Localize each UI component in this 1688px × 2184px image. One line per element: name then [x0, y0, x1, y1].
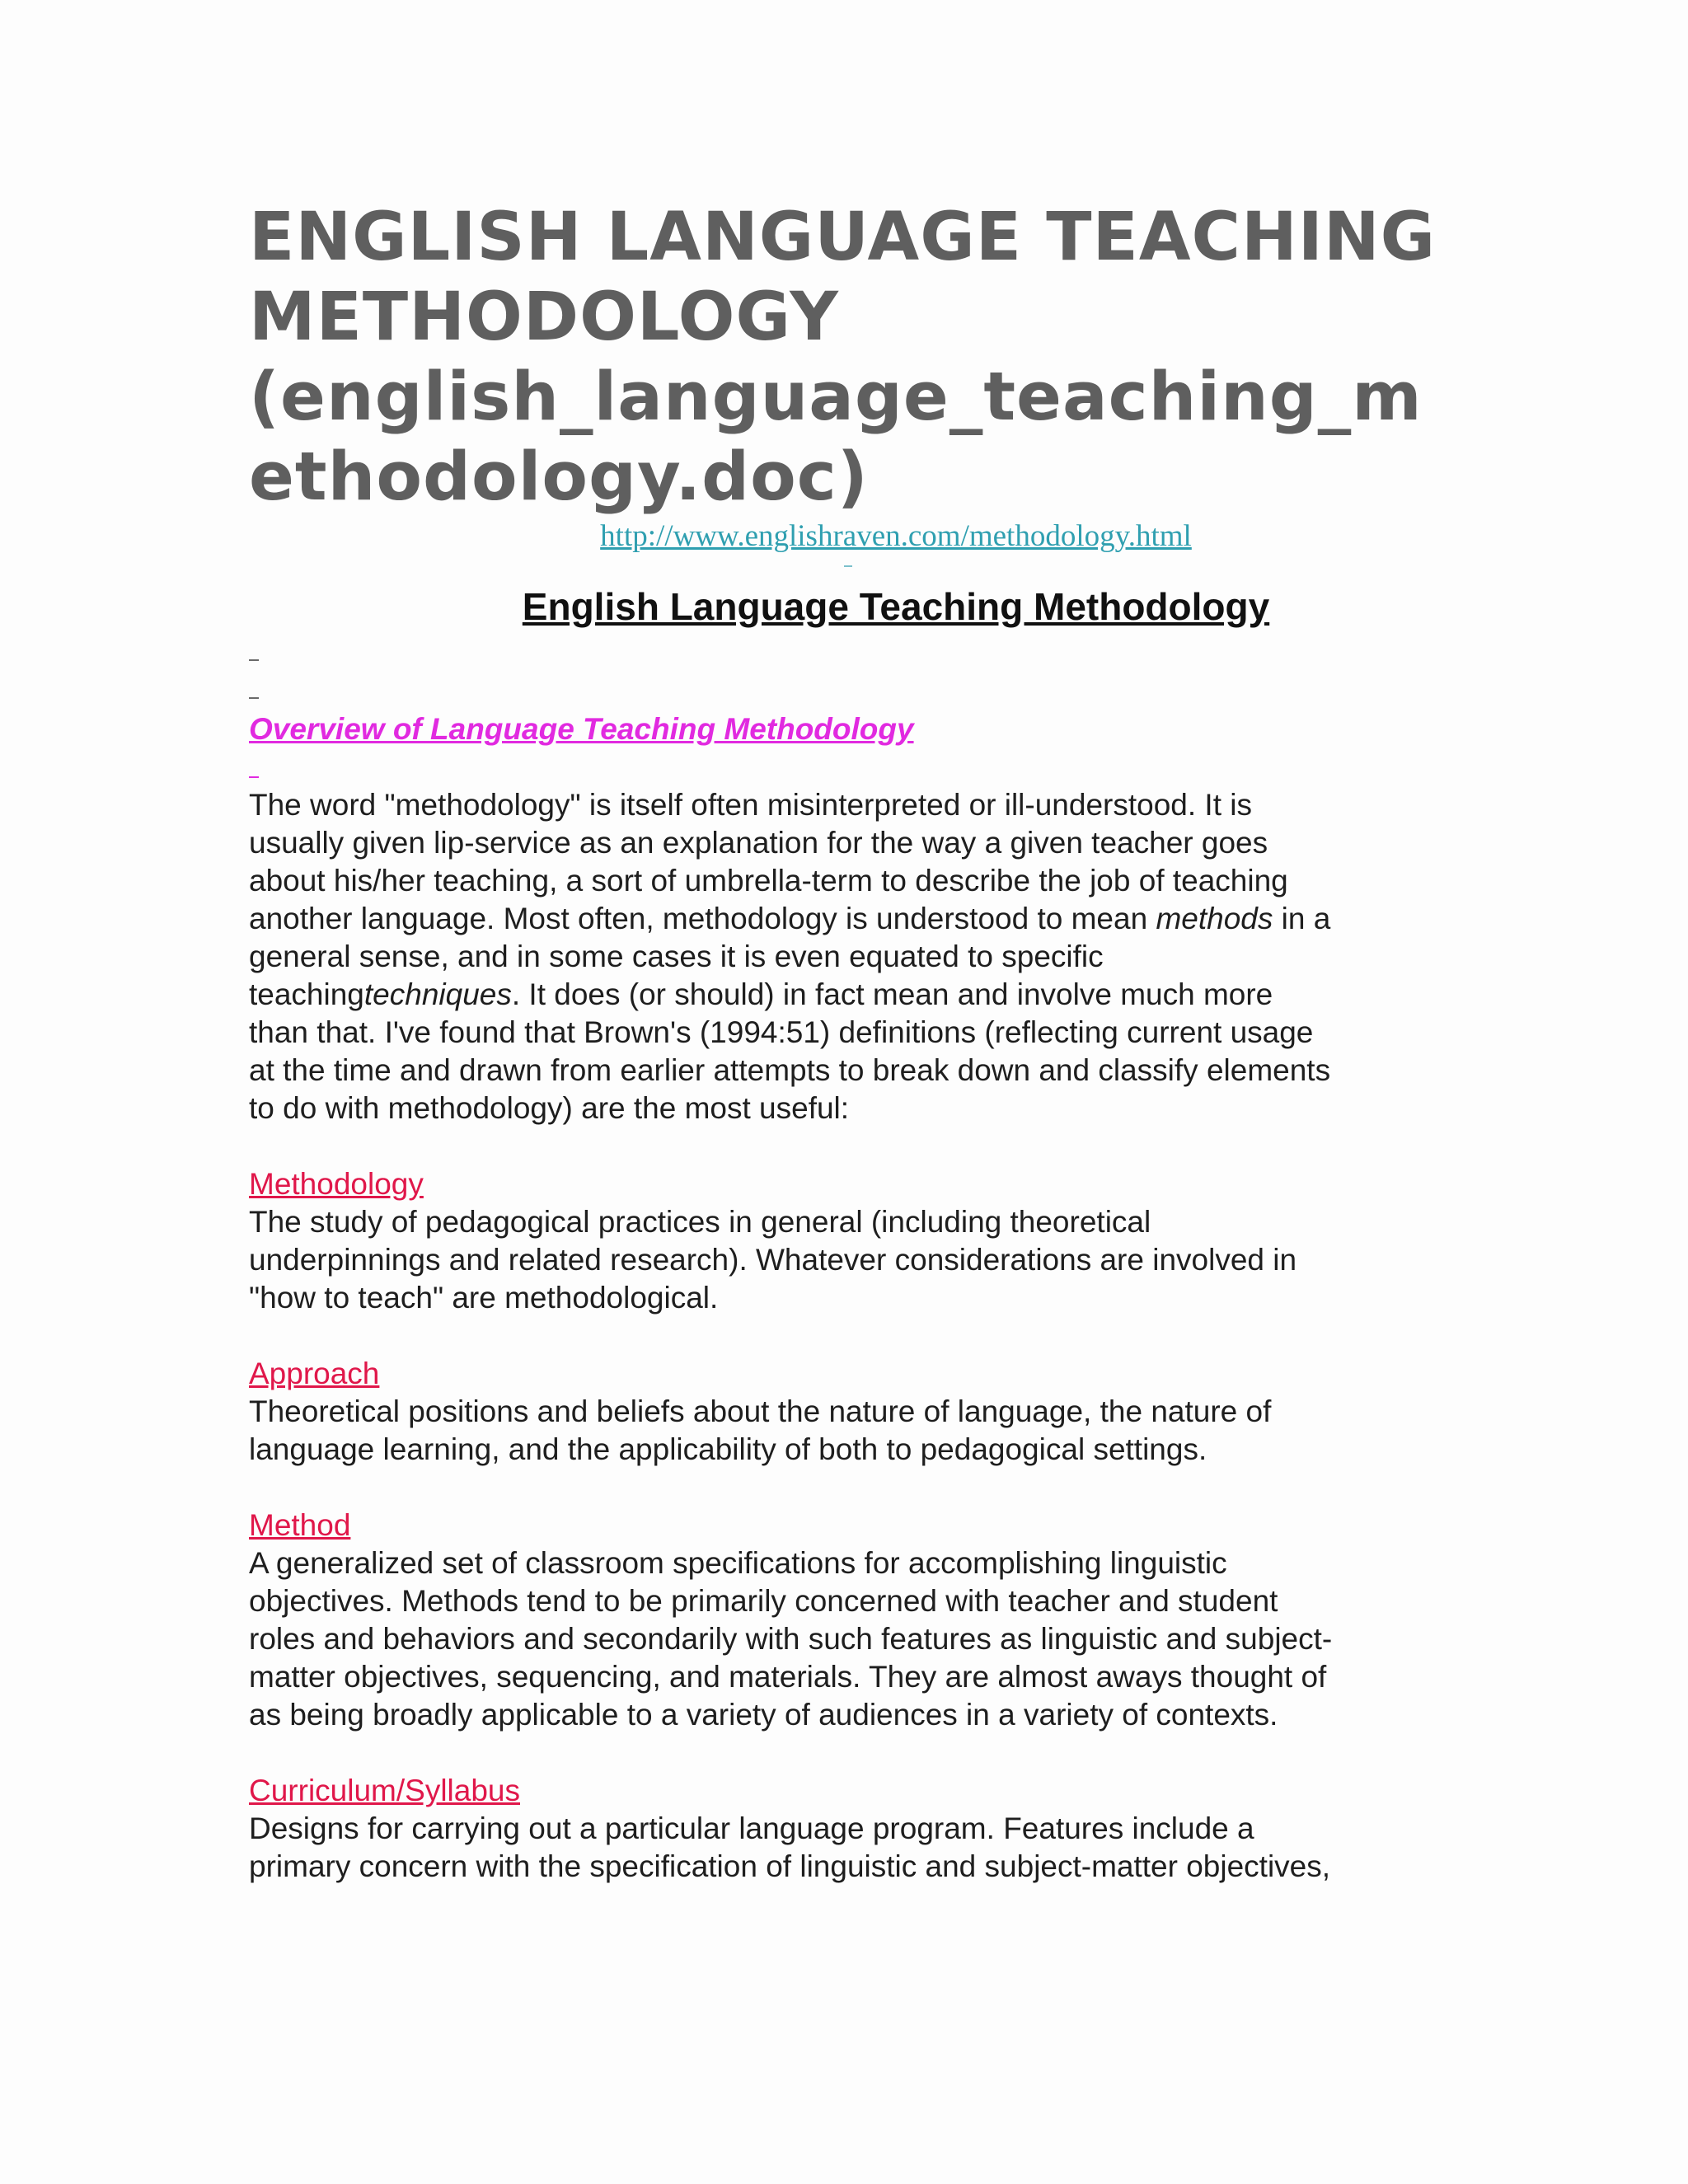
text-run: in a [1273, 902, 1331, 935]
underline-mark [249, 659, 259, 661]
text-line: roles and behaviors and secondarily with such features as linguistic and subject- [249, 1622, 1333, 1656]
document-title [249, 198, 1436, 518]
text-run: another language. Most often, methodology is understood to mean [249, 902, 1156, 935]
section-heading[interactable]: Overview of Language Teaching Methodology [249, 712, 914, 746]
underline-mark [249, 697, 259, 699]
text-line: usually given lip-service as an explanation for the way a given teacher goes [249, 826, 1268, 860]
text-line: A generalized set of classroom specifications for accomplishing linguistic [249, 1546, 1227, 1580]
definition-method [249, 1507, 1436, 1734]
text-run: teaching [249, 977, 364, 1011]
emphasis-text: methods [1156, 902, 1273, 935]
empty-paragraph-mark [249, 555, 1436, 575]
text-line: as being broadly applicable to a variety of audiences in a variety of contexts. [249, 1698, 1278, 1732]
main-heading: English Language Teaching Methodology [522, 585, 1270, 628]
text-line [249, 976, 1436, 1014]
text-line: "how to teach" are methodological. [249, 1281, 719, 1315]
underline-mark [249, 776, 259, 778]
definition-term-link[interactable]: Approach [249, 1357, 380, 1390]
text-line: The word "methodology" is itself often misinterpreted or ill-understood. It is [249, 788, 1252, 822]
empty-paragraph-mark [249, 631, 1436, 673]
text-line: Designs for carrying out a particular language program. Features include a [249, 1811, 1254, 1845]
text-line: at the time and drawn from earlier attempts to break down and classify elements [249, 1053, 1331, 1087]
text-line: about his/her teaching, a sort of umbrella-term to describe the job of teaching [249, 864, 1288, 898]
text-line: Theoretical positions and beliefs about the nature of language, the nature of [249, 1394, 1272, 1428]
definition-term-link[interactable]: Curriculum/Syllabus [249, 1774, 520, 1807]
text-line: objectives. Methods tend to be primarily concerned with teacher and student [249, 1584, 1278, 1618]
source-url-link[interactable]: http://www.englishraven.com/methodology.html [600, 519, 1192, 553]
definition-term-link[interactable]: Methodology [249, 1167, 424, 1201]
emphasis-text: techniques [363, 977, 512, 1011]
text-line [249, 900, 1436, 938]
title-line: ENGLISH LANGUAGE TEACHING [249, 199, 1437, 276]
intro-paragraph [249, 786, 1436, 1127]
empty-paragraph-mark [249, 748, 1436, 786]
text-line: than that. I've found that Brown's (1994:51) definitions (reflecting current usage [249, 1015, 1314, 1049]
document-page [249, 198, 1436, 1924]
text-line: to do with methodology) are the most useful: [249, 1091, 850, 1125]
definition-approach [249, 1355, 1436, 1469]
text-line: general sense, and in some cases it is even equated to specific [249, 940, 1104, 973]
definition-curriculum-syllabus [249, 1772, 1436, 1886]
text-line: primary concern with the specification of linguistic and subject-matter objectives, [249, 1849, 1331, 1883]
empty-paragraph-mark [249, 673, 1436, 710]
title-line: ethodology.doc) [249, 438, 869, 516]
text-line: language learning, and the applicability of both to pedagogical settings. [249, 1432, 1207, 1466]
title-line: METHODOLOGY [249, 279, 839, 356]
text-line: The study of pedagogical practices in general (including theoretical [249, 1205, 1151, 1239]
text-line: underpinnings and related research). Whatever considerations are involved in [249, 1243, 1297, 1277]
definition-methodology [249, 1165, 1436, 1317]
definition-term-link[interactable]: Method [249, 1508, 351, 1542]
title-line: (english_language_teaching_m [249, 359, 1423, 436]
text-run: . It does (or should) in fact mean and involve much more [511, 977, 1273, 1011]
underline-mark [844, 565, 852, 567]
text-line: matter objectives, sequencing, and materials. They are almost aways thought of [249, 1660, 1327, 1694]
